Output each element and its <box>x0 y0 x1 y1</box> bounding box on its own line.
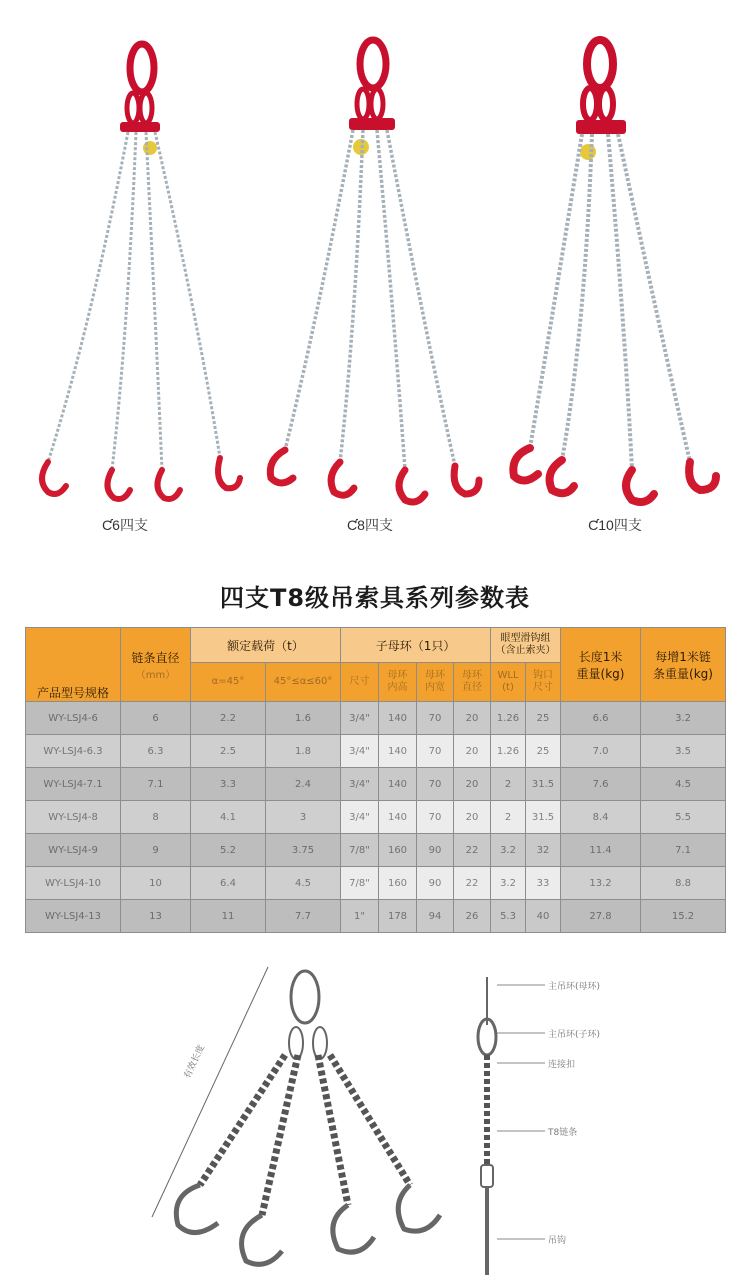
table-cell: 140 <box>379 801 417 834</box>
sling-line-drawing <box>0 955 750 1284</box>
diagram-part-label: 主吊环(母环) <box>548 982 601 992</box>
table-cell: 20 <box>454 801 491 834</box>
table-cell: 8.8 <box>641 867 726 900</box>
col-header-ring-c2: 母环 内宽 <box>417 663 454 702</box>
table-cell: 7.0 <box>561 735 641 768</box>
col-header-ring: 子母环（1只） <box>341 628 491 663</box>
table-cell-model: WY-LSJ4-8 <box>26 801 121 834</box>
table-cell: 160 <box>379 834 417 867</box>
header-chain-dia-label: 链条直径 <box>131 650 180 665</box>
table-cell: 3/4" <box>341 735 379 768</box>
table-cell: 4.1 <box>191 801 266 834</box>
table-cell: 2.2 <box>191 702 266 735</box>
table-cell: 140 <box>379 702 417 735</box>
product-photos <box>0 0 750 545</box>
table-cell: 9 <box>121 834 191 867</box>
table-cell: 7/8" <box>341 867 379 900</box>
table-cell: 11.4 <box>561 834 641 867</box>
product-caption: Ƈ6四支 <box>102 517 148 533</box>
table-cell: 5.3 <box>491 900 526 933</box>
table-cell: 22 <box>454 834 491 867</box>
table-cell: 13 <box>121 900 191 933</box>
table-cell: 32 <box>526 834 561 867</box>
col-header-length: 长度1米 重量(kg) <box>561 628 641 702</box>
table-cell: 5.5 <box>641 801 726 834</box>
header-chain-dia-unit: （mm） <box>135 669 176 681</box>
col-header-model: 产品型号规格 <box>26 628 121 702</box>
table-cell: 25 <box>526 702 561 735</box>
table-cell: 13.2 <box>561 867 641 900</box>
table-cell: 5.2 <box>191 834 266 867</box>
table-cell: 6.3 <box>121 735 191 768</box>
chain-sling-4leg-image <box>245 30 495 510</box>
table-cell: 20 <box>454 768 491 801</box>
table-cell: 70 <box>417 801 454 834</box>
sling-diagram <box>0 955 750 1284</box>
table-cell: 1" <box>341 900 379 933</box>
table-cell: 3 <box>266 801 341 834</box>
table-cell: 3/4" <box>341 768 379 801</box>
table-cell-model: WY-LSJ4-10 <box>26 867 121 900</box>
product-caption: Ƈ8四支 <box>347 517 393 533</box>
table-cell-model: WY-LSJ4-7.1 <box>26 768 121 801</box>
table-cell: 33 <box>526 867 561 900</box>
table-cell: 40 <box>526 900 561 933</box>
table-cell: 8 <box>121 801 191 834</box>
col-header-extra: 每增1米链 条重量(kg) <box>641 628 726 702</box>
table-cell: 160 <box>379 867 417 900</box>
col-header-ring-c3: 母环 直径 <box>454 663 491 702</box>
table-cell: 3.75 <box>266 834 341 867</box>
table-row <box>26 735 726 768</box>
table-cell: 11 <box>191 900 266 933</box>
table-cell: 31.5 <box>526 768 561 801</box>
table-cell: 7.6 <box>561 768 641 801</box>
table-cell: 7.1 <box>121 768 191 801</box>
table-cell: 31.5 <box>526 801 561 834</box>
diagram-length-label: 有效长度 <box>182 1043 208 1081</box>
diagram-part-label: 主吊环(子环) <box>548 1030 601 1040</box>
col-header-hook: 眼型滑钩组 （含止索夹） <box>491 628 561 663</box>
table-cell: 1.26 <box>491 735 526 768</box>
table-row <box>26 867 726 900</box>
table-cell-model: WY-LSJ4-13 <box>26 900 121 933</box>
table-cell: 94 <box>417 900 454 933</box>
table-row <box>26 834 726 867</box>
table-cell: 1.6 <box>266 702 341 735</box>
product-10mm <box>490 30 740 540</box>
spec-table <box>25 627 726 933</box>
table-cell: 20 <box>454 702 491 735</box>
table-cell: 25 <box>526 735 561 768</box>
col-header-load-b: 45°≤α≤60° <box>266 663 341 702</box>
table-cell: 90 <box>417 834 454 867</box>
table-cell: 4.5 <box>266 867 341 900</box>
table-cell: 3.5 <box>641 735 726 768</box>
table-cell-model: WY-LSJ4-6.3 <box>26 735 121 768</box>
col-header-rated-load: 额定载荷（t） <box>191 628 341 663</box>
product-caption: Ƈ10四支 <box>588 517 642 533</box>
col-header-ring-size: 尺寸 <box>341 663 379 702</box>
table-cell: 6.6 <box>561 702 641 735</box>
table-cell: 7/8" <box>341 834 379 867</box>
table-cell-model: WY-LSJ4-9 <box>26 834 121 867</box>
table-cell: 3.2 <box>491 867 526 900</box>
table-cell: 70 <box>417 735 454 768</box>
diagram-part-label: 连接扣 <box>548 1060 576 1070</box>
table-cell: 70 <box>417 768 454 801</box>
table-cell: 20 <box>454 735 491 768</box>
table-cell: 2 <box>491 768 526 801</box>
table-cell-model: WY-LSJ4-6 <box>26 702 121 735</box>
page-title: 四支T8级吊索具系列参数表 <box>219 584 531 612</box>
table-row <box>26 768 726 801</box>
table-cell: 4.5 <box>641 768 726 801</box>
table-cell: 7.1 <box>641 834 726 867</box>
table-cell: 3/4" <box>341 801 379 834</box>
table-cell: 3/4" <box>341 702 379 735</box>
table-cell: 70 <box>417 702 454 735</box>
table-cell: 6.4 <box>191 867 266 900</box>
table-row <box>26 900 726 933</box>
table-cell: 1.26 <box>491 702 526 735</box>
chain-sling-4leg-image <box>0 30 250 510</box>
table-cell: 3.3 <box>191 768 266 801</box>
table-cell: 10 <box>121 867 191 900</box>
product-6mm <box>0 30 250 540</box>
col-header-ring-c1: 母环 内高 <box>379 663 417 702</box>
table-cell: 22 <box>454 867 491 900</box>
table-cell: 8.4 <box>561 801 641 834</box>
col-header-chain-dia <box>121 628 191 702</box>
diagram-part-label: 吊钩 <box>548 1236 567 1246</box>
col-header-hook-c1: WLL (t) <box>491 663 526 702</box>
table-cell: 2.4 <box>266 768 341 801</box>
table-cell: 15.2 <box>641 900 726 933</box>
col-header-hook-c2: 钩口 尺寸 <box>526 663 561 702</box>
table-cell: 178 <box>379 900 417 933</box>
table-cell: 26 <box>454 900 491 933</box>
table-cell: 1.8 <box>266 735 341 768</box>
table-cell: 140 <box>379 768 417 801</box>
table-cell: 6 <box>121 702 191 735</box>
chain-sling-4leg-image <box>490 30 740 510</box>
table-cell: 3.2 <box>491 834 526 867</box>
diagram-part-label: T8链条 <box>548 1128 578 1138</box>
table-cell: 3.2 <box>641 702 726 735</box>
col-header-load-a: α=45° <box>191 663 266 702</box>
table-cell: 90 <box>417 867 454 900</box>
table-cell: 2.5 <box>191 735 266 768</box>
table-cell: 27.8 <box>561 900 641 933</box>
table-row <box>26 702 726 735</box>
product-8mm <box>245 30 495 540</box>
table-cell: 140 <box>379 735 417 768</box>
table-cell: 7.7 <box>266 900 341 933</box>
table-row <box>26 801 726 834</box>
table-cell: 2 <box>491 801 526 834</box>
spec-table-body <box>26 702 726 933</box>
